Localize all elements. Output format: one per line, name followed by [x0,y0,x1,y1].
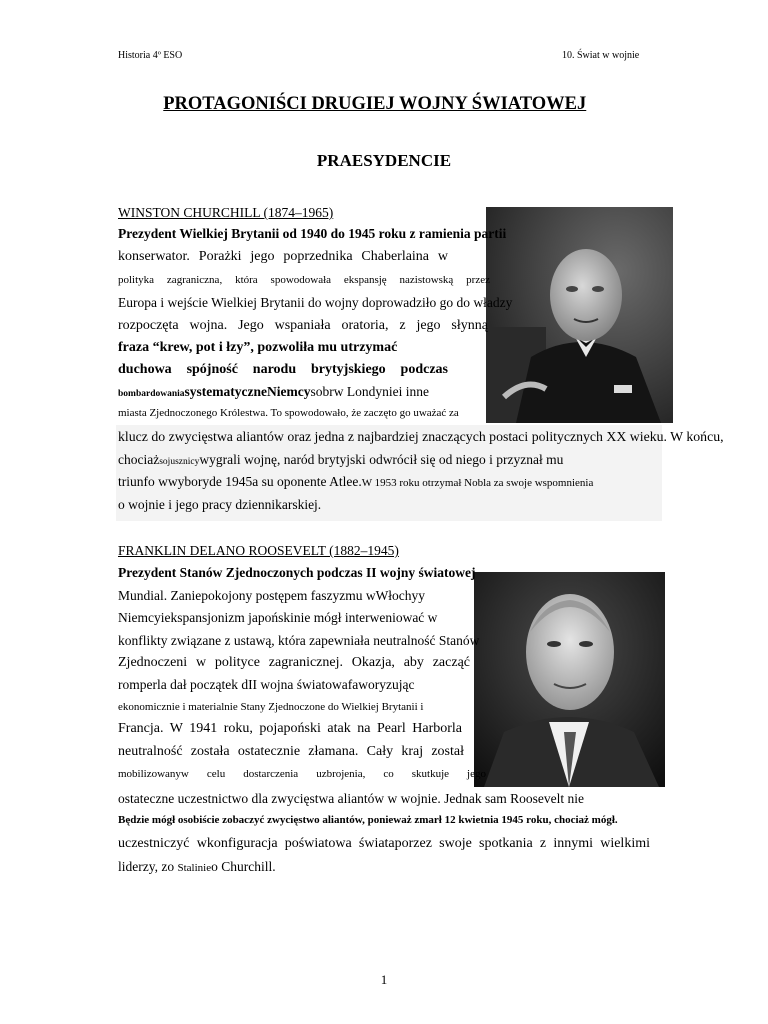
roosevelt-line: romperla dał początek dII wojna światowafaworyzując [118,677,415,692]
churchill-line: miasta Zjednoczonego Królestwa. To spowodowało, że zaczęto go uważać za [118,407,459,419]
roosevelt-line: uczestniczyć wkonfiguracja poświatowa świataporzez swoje spotkania z innymi wielkimi [118,836,650,851]
roosevelt-line: konflikty związane z ustawą, która zapewniała neutralność Stanów [118,633,480,648]
roosevelt-line: Mundial. Zaniepokojony postępem faszyzmu wWłochyy [118,588,426,603]
roosevelt-line: mobilizowanyw celu dostarczenia uzbrojenia, co skutkuje jego [118,768,486,780]
churchill-line: triunfo wwyboryde 1945a su oponente Atlee.W 1953 roku otrzymał Nobla za swoje wspomnienia [118,474,594,489]
churchill-line: klucz do zwycięstwa aliantów oraz jedna z najbardziej znaczących postaci politycznych XX wieku. W końcu, [118,429,724,444]
roosevelt-line: Francja. W 1941 roku, pojapoński atak na Pearl Harborla [118,721,462,736]
churchill-line: rozpoczęta wojna. Jego wspaniała oratoria, z jego słynną [118,318,488,333]
roosevelt-line: ekonomicznie i materialnie Stany Zjednoczone do Wielkiej Brytanii i [118,701,424,713]
churchill-line: Prezydent Wielkiej Brytanii od 1940 do 1945 roku z ramienia partii [118,226,507,241]
churchill-line: bombardowaniasystematyczneNiemcysobrw Londyniei inne [118,384,429,399]
roosevelt-line: Niemcyiekspansjonizm japońskinie mógł interweniować w [118,610,438,625]
roosevelt-line: Prezydent Stanów Zjednoczonych podczas II wojny światowej [118,565,476,580]
churchill-line: chociażsojusznicywygrali wojnę, naród brytyjski odwrócił się od niego i przyznał mu [118,452,564,467]
churchill-line: polityka zagraniczna, która spowodowała ekspansję nazistowską przez [118,274,490,286]
roosevelt-line: neutralność została ostatecznie złamana. Cały kraj został [118,744,464,759]
churchill-line: o wojnie i jego pracy dziennikarskiej. [118,497,322,512]
churchill-line: Europa i wejście Wielkiej Brytanii do wojny doprowadziło go do władzy [118,295,513,310]
roosevelt-heading: FRANKLIN DELANO ROOSEVELT (1882–1945) [118,543,399,558]
roosevelt-line: liderzy, zo Stalinieo Churchill. [118,859,276,874]
page-title: PROTAGONIŚCI DRUGIEJ WOJNY ŚWIATOWEJ [163,94,587,114]
header-right: 10. Świat w wojnie [562,50,640,61]
section-subtitle: PRAESYDENCIE [316,151,452,170]
churchill-line: konserwator. Porażki jego poprzednika Chaberlaina w [118,249,448,264]
page-number: 1 [380,972,388,987]
churchill-heading: WINSTON CHURCHILL (1874–1965) [118,205,334,220]
roosevelt-line: ostateczne uczestnictwo dla zwycięstwa aliantów w wojnie. Jednak sam Roosevelt nie [118,791,584,806]
churchill-photo [486,207,673,423]
roosevelt-line: Zjednoczeni w polityce zagranicznej. Okazja, aby zacząć [118,655,470,670]
header-left: Historia 4º ESO [118,50,183,61]
roosevelt-photo [474,572,665,787]
roosevelt-line: Będzie mógł osobiście zobaczyć zwycięstwo aliantów, ponieważ zmarł 12 kwietnia 1945 roku, chociaż mógł. [118,814,618,826]
churchill-line: duchowa spójność narodu brytyjskiego podczas [118,362,448,377]
churchill-line: fraza “krew, pot i łzy”, pozwoliła mu utrzymać [118,340,398,355]
